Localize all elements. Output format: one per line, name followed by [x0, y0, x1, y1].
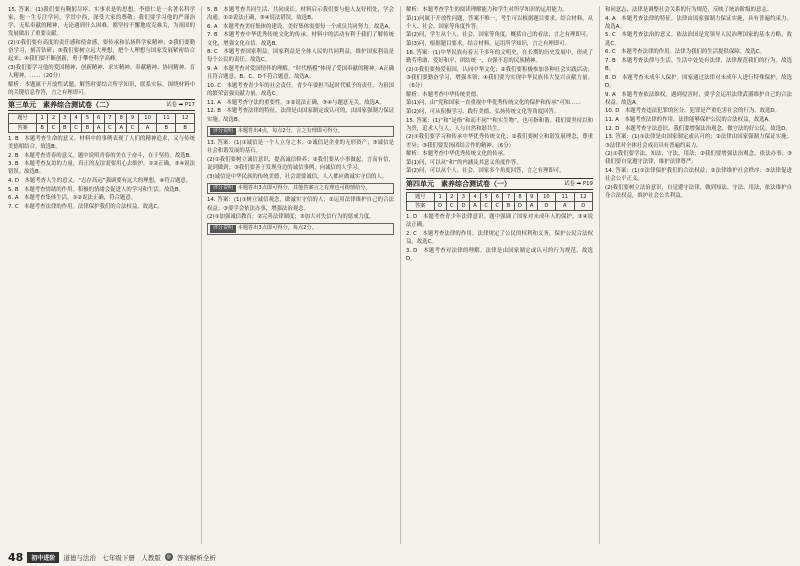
answer-paragraph: 解析：本题考查中华优秀传统文化的传承。: [406, 151, 509, 158]
answer-paragraph: (2)①我们要学习和传承中华优秀传统文化；②我们要树立和谐发展理念，尊重差异；③我们要发扬团结合作的精神。（6分）: [406, 134, 593, 149]
column-2: [201, 6, 394, 544]
col2-paragraphs-2: [207, 139, 394, 181]
answer-paragraph: 10. D 本题考查违法犯罪的区分。犯罪是严重危害社会的行为。故选D。: [605, 108, 780, 115]
answer-paragraph: 5. B 本题考查情绪的作用。积极的情绪会促进人的学习和生活。故选B。: [8, 186, 184, 193]
col1-paragraphs: [8, 6, 195, 97]
answer-cell: D: [574, 201, 593, 210]
answer-cell: 2: [446, 192, 457, 201]
answer-cell: A: [138, 123, 157, 132]
answer-paragraph: (2)①我们要有高度的责任感和使命感，要传承和弘扬科学家精神；②我们要勤奋学习，刻苦钻研；③我们要树立远大理想，把个人理想与国家发展紧密结合起来；④我们要不断创新，勇于攀登科学高峰。: [8, 40, 195, 63]
answer-label: 答案: [9, 123, 37, 132]
answer-cell: C: [48, 123, 59, 132]
answer-cell: 3: [59, 114, 70, 123]
answer-cell: C: [492, 201, 503, 210]
answer-paragraph: 14. 答案：(1)①树立诚信观念，做诚实守信的人；②运用法律维护自己的合法权益；③要学会依法办事，增强法治观念。: [207, 197, 394, 212]
answer-cell: D: [537, 201, 555, 210]
answer-cell: B: [82, 123, 93, 132]
col3-paragraphs-2: [406, 117, 593, 176]
columns: [8, 6, 792, 544]
unit3-title: 第三单元 素养综合测试卷（二）: [8, 101, 113, 110]
answer-cell: C: [481, 201, 492, 210]
answer-cell: 1: [434, 192, 446, 201]
answer-cell: 9: [526, 192, 537, 201]
q-label: 题号: [407, 192, 435, 201]
answer-cell: A: [93, 123, 104, 132]
answer-cell: D: [434, 201, 446, 210]
score-note-3: [207, 223, 394, 235]
answer-paragraph: 9. A 本题考查依法维权。遇到侵害时，要学会运用法律武器维护自己的合法权益。故选A。: [605, 91, 792, 106]
column-1: [8, 6, 195, 544]
answer-paragraph: (2)①我们要树立诚信意识，提高诚信修养；②我们要从小事做起，言而有信，说到做到；③我们要善于发现身边的诚信事例，向诚信的人学习。: [207, 157, 394, 172]
answer-cell: 4: [70, 114, 81, 123]
answer-paragraph: (3)诚信是中华民族的传统美德，社会需要诚信，人人都应做诚实守信的人。: [207, 173, 388, 180]
answer-paragraph: (2)①我们要热爱祖国，认同中华文化；②我们要积极参加各种社会实践活动；③我们要勤奋学习，增强本领；④我们要为实现中华民族伟大复兴贡献力量。（6分）: [406, 66, 593, 89]
answer-paragraph: 8. C 本题考查国家利益。国家利益是全体人民的共同利益，维护国家利益是每个公民的责任。故选C。: [207, 49, 394, 64]
answer-label: 答案: [407, 201, 435, 210]
answer-paragraph: 3. D 本题考查对法律的理解。法律是由国家制定或认可的行为规范。故选D。: [406, 247, 593, 262]
answer-paragraph: (3)我们要学习他的爱国精神、创新精神、求实精神、奉献精神、协同精神、育人精神。……（20分）: [8, 65, 195, 80]
answer-cell: B: [37, 123, 48, 132]
column-4: [599, 6, 792, 544]
answer-paragraph: 7. C 本题考查法律的作用。法律保护我们的合法权益。故选C。: [8, 203, 163, 210]
unit3-page-ref: 试卷 ➡ P17: [166, 102, 195, 109]
score-text: 本题答出3点即可得分，每点2分。: [237, 225, 317, 232]
answer-paragraph: 5. B 本题考查共同生活、共同成长。材料启示我们要与他人友好相处，学会沟通。①②说法正确，③④说法错误。故选B。: [207, 7, 394, 22]
answer-cell: C: [127, 123, 138, 132]
answer-cell: 10: [537, 192, 555, 201]
answer-cell: A: [526, 201, 537, 210]
answer-paragraph: 和同意志，法律是调整社会关系的行为规范，反映了统治阶级的意志。: [605, 7, 773, 13]
answer-paragraph: 6. C 本题考查法律的作用。法律为我们的生活提供保障。故选C。: [605, 49, 765, 56]
answer-paragraph: 2. C 本题考查法律的作用。法律规定了公民的权利和义务，保护公民合法权益。故选C。: [406, 230, 593, 246]
score-text: 本题答出3点即可得分，其他答案言之有理也可酌情给分。: [237, 184, 371, 191]
answer-cell: 4: [470, 192, 481, 201]
answer-cell: C: [104, 123, 115, 132]
answer-paragraph: 12. D 本题考查守法意识。我们要增强法治观念，做守法的好公民。故选D。: [605, 125, 791, 132]
col4-paragraphs: [605, 6, 792, 200]
answer-cell: 7: [104, 114, 115, 123]
answer-paragraph: 16. 答案：(1)中华民族有着五千多年的文明史，在长期的历史发展中，形成了勤劳勇敢、爱好和平、团结统一、自强不息的民族精神。: [406, 49, 593, 64]
score-tag: 评分说明: [210, 128, 236, 136]
answer-paragraph: 9. A 本题考查对爱国情怀的理解。“时代楷模”体现了爱国奉献的精神，A正确且符合题意。B、C、D不符合题意。故选A。: [207, 66, 394, 81]
answer-paragraph: 第(2)问，学生从个人、社会、国家等角度，概括自己的看法，言之有理即可。: [406, 32, 592, 39]
answer-cell: 11: [556, 192, 574, 201]
answer-paragraph: 第(2)问，可从积极学习、践行美德、弘扬传统文化等角度回答。: [406, 108, 560, 115]
answer-cell: 12: [574, 192, 593, 201]
answer-paragraph: 8. D 本题考查未成年人保护。国家通过法律对未成年人进行特殊保护。故选D。: [605, 74, 792, 89]
answer-paragraph: 1. B 本题考查生命的意义。材料中的事例表现了人们的精神追求，又与传统美德相结合。故选B。: [8, 135, 195, 150]
analysis-label: 答案解析全析: [176, 553, 216, 562]
answer-cell: 7: [503, 192, 514, 201]
score-tag: 评分说明: [210, 185, 236, 193]
answer-paragraph: 3. B 本题考查友谊的力量。真正的友谊需要用心去维护。①②正确，③④说法错误。故选B。: [8, 161, 195, 176]
score-tag: 评分说明: [210, 225, 236, 233]
answer-paragraph: 第(1)问，由“党和国家一直重视中华优秀传统文化的保护和传承”可知……: [406, 100, 581, 107]
score-note-2: [207, 183, 394, 195]
answer-paragraph: 15. 答案：(1)“和”是指“和而不同”“和实生物”，也可指和谐。我们要坚持以和为贵，追求人与人、人与自然和谐共生。: [406, 117, 593, 132]
page-number: 48: [8, 550, 24, 564]
answer-cell: 3: [457, 192, 469, 201]
answer-paragraph: 解析：本题属于开放性试题。解答时要结合所学知识，联系实际，围绕材料中的关键信息作答，言之有理即可。: [8, 81, 195, 97]
answer-cell: 11: [157, 114, 176, 123]
answer-cell: 12: [176, 114, 195, 123]
unit4-title: 第四单元 素养综合测试卷（一）: [406, 179, 511, 188]
unit4-page-ref: 试卷 ➡ P19: [564, 180, 593, 187]
answer-paragraph: 解析：本题考查学生的阅读理解能力和学生对所学知识的运用能力。: [406, 7, 568, 13]
answer-paragraph: 1. D 本题考查青少年法律意识。题中强调了国家对未成年人的保护，③④说法正确。: [406, 214, 593, 229]
answer-paragraph: 13. 答案：(1)①诚信是一个人立身之本；②诚信是企业的无形资产；③诚信是社会和谐发展的基石。: [207, 140, 394, 155]
answer-paragraph: 4. D 本题考查人生的意义。“志存高远”强调要有远大的理想，④符合题意。: [8, 177, 192, 184]
answer-paragraph: 6. A 本题考查集体生活。①②说法正确，符合题意。: [8, 195, 137, 202]
answer-cell: B: [176, 123, 195, 132]
answer-paragraph: 13. 答案：(1)①法律是由国家制定或认可的；②法律由国家强制力保证实施；③法律对全体社会成员具有普遍约束力。: [605, 134, 792, 149]
answer-cell: 6: [93, 114, 104, 123]
answer-cell: 6: [492, 192, 503, 201]
answer-paragraph: 第(2)问，可以从个人、社会、国家多个角度回答，言之有理即可。: [406, 168, 565, 175]
answer-cell: 5: [481, 192, 492, 201]
answer-cell: D: [514, 201, 526, 210]
answer-paragraph: 6. A 本题考查美好集体的建设。美好集体需要每一个成员共同努力。故选A。: [207, 23, 394, 30]
answer-paragraph: 14. 答案：(1)①法律保护我们的合法权益；②法律维护社会秩序；③法律促进社会公平正义。: [605, 167, 792, 183]
unit4-answer-table: [406, 192, 593, 211]
answer-paragraph: 12. B 本题考查法律的特征。法律是由国家制定或认可的，由国家强制力保证实施。故选B。: [207, 108, 394, 123]
answer-paragraph: 解析：本题考查中华传统美德。: [406, 91, 482, 98]
answer-cell: C: [70, 123, 81, 132]
answer-cell: 1: [37, 114, 48, 123]
page-footer: [8, 550, 216, 564]
answer-paragraph: 2. B 本题考查青春的意义。题中说明青春的美在于奋斗，在于坚持。故选B。: [8, 152, 195, 159]
answer-cell: A: [470, 201, 481, 210]
col2-paragraphs-3: [207, 196, 394, 221]
col3-paragraphs-3: [406, 213, 593, 263]
score-text: 本题答出4点，每点2分，言之有理即可得分。: [237, 127, 343, 134]
unit4-header: [406, 178, 593, 190]
answer-cell: 2: [48, 114, 59, 123]
col1b-paragraphs: [8, 135, 195, 211]
answer-paragraph: 5. C 本题考查法治的意义。依法治国是党领导人民治理国家的基本方略。故选C。: [605, 32, 792, 47]
answer-paragraph: 11. A 本题考查法律的作用。法律能够保护公民的合法权益。故选A。: [605, 117, 774, 124]
brand-label: 初中进阶: [27, 552, 59, 563]
unit3-answer-table: [8, 113, 195, 132]
answer-cell: 5: [82, 114, 93, 123]
answer-cell: A: [556, 201, 574, 210]
answer-paragraph: 第(3)问，根据题目要求，结合材料，运用所学知识，言之有理即可。: [406, 41, 570, 48]
unit3-header: [8, 99, 195, 111]
answer-paragraph: 第(1)问，可以从“和”的内涵及其意义角度作答。: [406, 159, 522, 166]
q-label: 题号: [9, 114, 37, 123]
answer-paragraph: 7. B 本题考查中华优秀传统文化的传承。材料中的活动有利于我们了解传统文化，增强文化自信。故选B。: [207, 32, 394, 47]
answer-cell: B: [503, 201, 514, 210]
col3-paragraphs: [406, 6, 593, 116]
answer-paragraph: 4. A 本题考查法律的特征。法律由国家强制力保证实施，具有普遍约束力。故选A。: [605, 15, 792, 30]
circle-badge-icon: ◎: [166, 554, 172, 560]
answer-cell: A: [116, 123, 127, 132]
answer-paragraph: (2)①我们要学法、知法、守法、用法；②我们要增强法治观念，依法办事；③我们要自觉遵守法律，维护法律尊严。: [605, 151, 792, 166]
answer-cell: B: [157, 123, 176, 132]
answer-paragraph: 第(1)问属于开放性问题，答案不唯一，考生可以根据题目要求，结合材料，从个人、社会、国家等角度作答。: [406, 15, 593, 30]
answer-paragraph: (2)①加强诚信教育；②完善法律制度；③加大对失信行为的惩戒力度。: [207, 214, 375, 221]
column-3: [400, 6, 593, 544]
answer-paragraph: (2)我们要树立法治意识，自觉遵守法律，做到知法、守法、用法，依法维护自身合法权益，维护社会公共利益。: [605, 184, 792, 199]
answer-paragraph: 7. B 本题考查法律与生活。生活中处处有法律，法律规范我们的行为。故选B。: [605, 57, 792, 73]
answer-paragraph: 10. C 本题考查青少年的社会责任。青少年要担当起时代赋予的责任，为祖国的繁荣富强贡献力量。故选C。: [207, 82, 394, 98]
answer-paragraph: 15. 答案：(1)我们要有鞠躬尽瘁、实事求是的思想。李德仁是一名著名科学家，他一生专注学问，学贯中西，深受大家的尊敬；我们要学习他的严谨治学、无私奉献的精神，无论遇到什么困难，都坚持不懈地攻克难关，为祖国的发展做出了重要贡献。: [8, 7, 195, 38]
answer-paragraph: 11. A 本题考查守法的重要性。①②说法正确，③④与题意无关。故选A。: [207, 99, 385, 106]
book-info: 道德与法治 七年级下册 人教版: [63, 553, 161, 562]
answer-cell: C: [446, 201, 457, 210]
answer-cell: B: [59, 123, 70, 132]
answer-cell: 8: [514, 192, 526, 201]
answer-cell: 10: [138, 114, 157, 123]
score-note-1: [207, 126, 394, 138]
answer-cell: 8: [116, 114, 127, 123]
answer-cell: 9: [127, 114, 138, 123]
answer-cell: D: [457, 201, 469, 210]
col2-paragraphs: [207, 6, 394, 124]
